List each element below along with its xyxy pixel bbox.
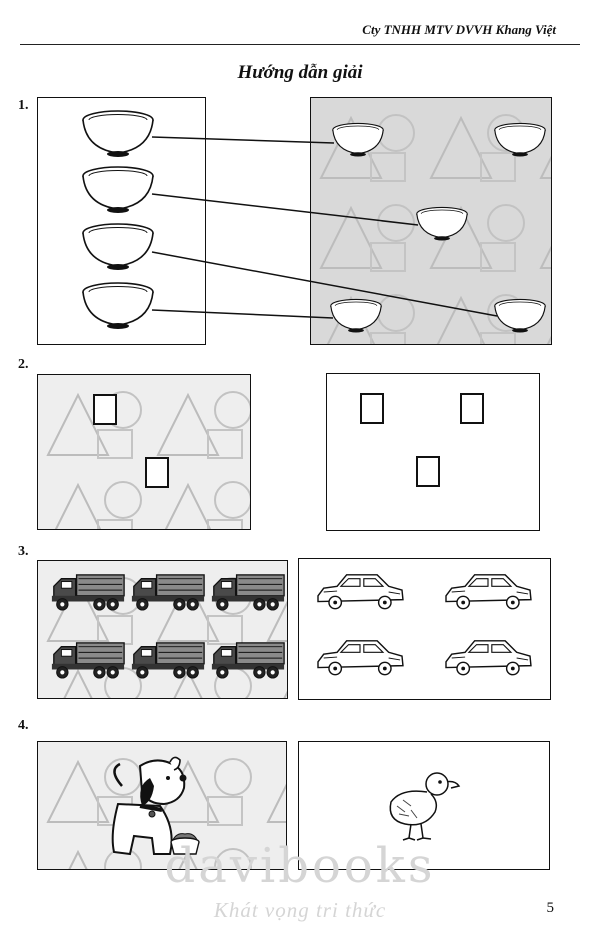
truck-icon (210, 571, 286, 613)
chick-icon (381, 762, 463, 844)
bowl-icon (493, 298, 547, 334)
square-shape (460, 393, 484, 424)
exercise-1-left-box (37, 97, 206, 345)
header-rule (20, 44, 580, 45)
publisher-name: Cty TNHH MTV DVVH Khang Việt (362, 22, 556, 37)
truck-icon (50, 639, 126, 681)
exercise-4-number: 4. (18, 718, 29, 733)
bowl-icon (329, 298, 383, 334)
truck-icon (130, 571, 206, 613)
truck-icon (50, 571, 126, 613)
square-shape (93, 394, 117, 425)
square-shape (145, 457, 169, 488)
watermark-slogan: Khát vọng tri thức (213, 898, 387, 922)
bowl-icon (81, 165, 155, 215)
faded-shapes-background (38, 375, 251, 530)
page-title: Hướng dẫn giải (237, 62, 363, 83)
exercise-3-left-box (37, 560, 288, 699)
truck-icon (210, 639, 286, 681)
exercise-1-number: 1. (18, 98, 29, 113)
bowl-icon (331, 122, 385, 158)
bowl-icon (81, 281, 155, 331)
bowl-icon (81, 109, 155, 159)
square-shape (416, 456, 440, 487)
exercise-1-right-box (310, 97, 552, 345)
car-icon (313, 637, 407, 679)
watermark-brand: davibooks (164, 838, 436, 894)
bowl-icon (493, 122, 547, 158)
exercise-2-left-box (37, 374, 251, 530)
car-icon (313, 571, 407, 613)
page-number: 5 (546, 900, 554, 916)
car-icon (441, 571, 535, 613)
bowl-icon (81, 222, 155, 272)
square-shape (360, 393, 384, 424)
car-icon (441, 637, 535, 679)
bowl-icon (415, 206, 469, 242)
exercise-2-number: 2. (18, 357, 29, 372)
exercise-2-right-box (326, 373, 540, 531)
truck-icon (130, 639, 206, 681)
exercise-3-number: 3. (18, 544, 29, 559)
exercise-3-right-box (298, 558, 551, 700)
